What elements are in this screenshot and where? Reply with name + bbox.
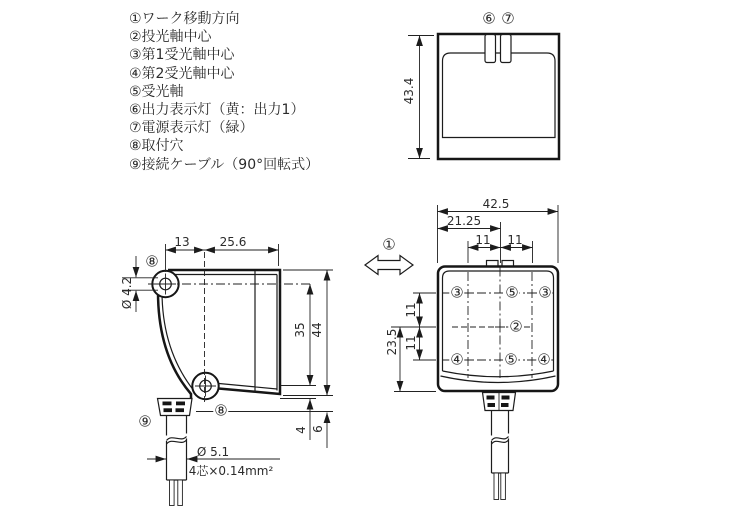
callout-recv2-right: ④ — [537, 350, 551, 369]
callout-recv-axis-top: ⑤ — [505, 283, 519, 302]
callout-recv1-right: ③ — [538, 283, 552, 302]
legend-item-9: ⑨接続ケーブル（90°回転式） — [129, 156, 320, 173]
callout-recv-axis-bottom: ⑤ — [504, 350, 518, 369]
dim-hole-pitch: 35 — [293, 322, 307, 338]
callout-power-indicator: ⑦ — [501, 9, 515, 28]
dim-depth: 25.6 — [219, 235, 247, 249]
legend-list — [129, 10, 319, 174]
callout-work-direction: ① — [382, 235, 396, 254]
dim-emit-height: 23.5 — [385, 328, 399, 356]
dim-joint-a: 4 — [294, 426, 308, 434]
legend-item-7: ⑦電源表示灯（緑） — [129, 120, 254, 137]
dim-row-bottom: 11 — [404, 335, 418, 351]
dim-top-view-height: 43.4 — [402, 77, 416, 105]
dim-width: 42.5 — [482, 197, 510, 211]
work-direction-arrow-icon — [365, 256, 413, 275]
legend-item-4: ④第2受光軸中心 — [129, 65, 235, 82]
legend-item-6: ⑥出力表示灯（黄：出力1） — [129, 102, 305, 119]
dim-joint-b: 6 — [311, 425, 325, 433]
legend-item-1: ①ワーク移動方向 — [129, 11, 240, 27]
callout-output-indicator: ⑥ — [482, 9, 496, 28]
dim-hole-offset: 13 — [174, 235, 190, 249]
callout-recv1-left: ③ — [450, 283, 464, 302]
dim-hole-diameter: Ø 4.2 — [120, 276, 134, 310]
legend-item-8: ⑧取付穴 — [129, 138, 184, 155]
callout-mount-hole-top: ⑧ — [145, 252, 159, 271]
dim-cable-diameter: Ø 5.1 — [196, 445, 230, 459]
legend-item-2: ②投光軸中心 — [129, 29, 212, 46]
callout-mount-hole-bottom: ⑧ — [214, 401, 228, 420]
cable-spec-label: 4芯×0.14mm² — [188, 464, 274, 478]
dim-pitch-right: 11 — [507, 233, 523, 247]
callout-recv2-left: ④ — [450, 350, 464, 369]
legend-item-3: ③第1受光軸中心 — [129, 47, 235, 64]
callout-emit-axis: ② — [509, 317, 523, 336]
dim-row-top: 11 — [404, 302, 418, 318]
legend-item-5: ⑤受光軸 — [129, 83, 184, 100]
top-view-drawing — [408, 34, 559, 159]
dim-half-width: 21.25 — [446, 214, 482, 228]
dim-pitch-left: 11 — [475, 233, 491, 247]
dim-side-height: 44 — [310, 322, 324, 338]
callout-cable: ⑨ — [138, 412, 152, 431]
